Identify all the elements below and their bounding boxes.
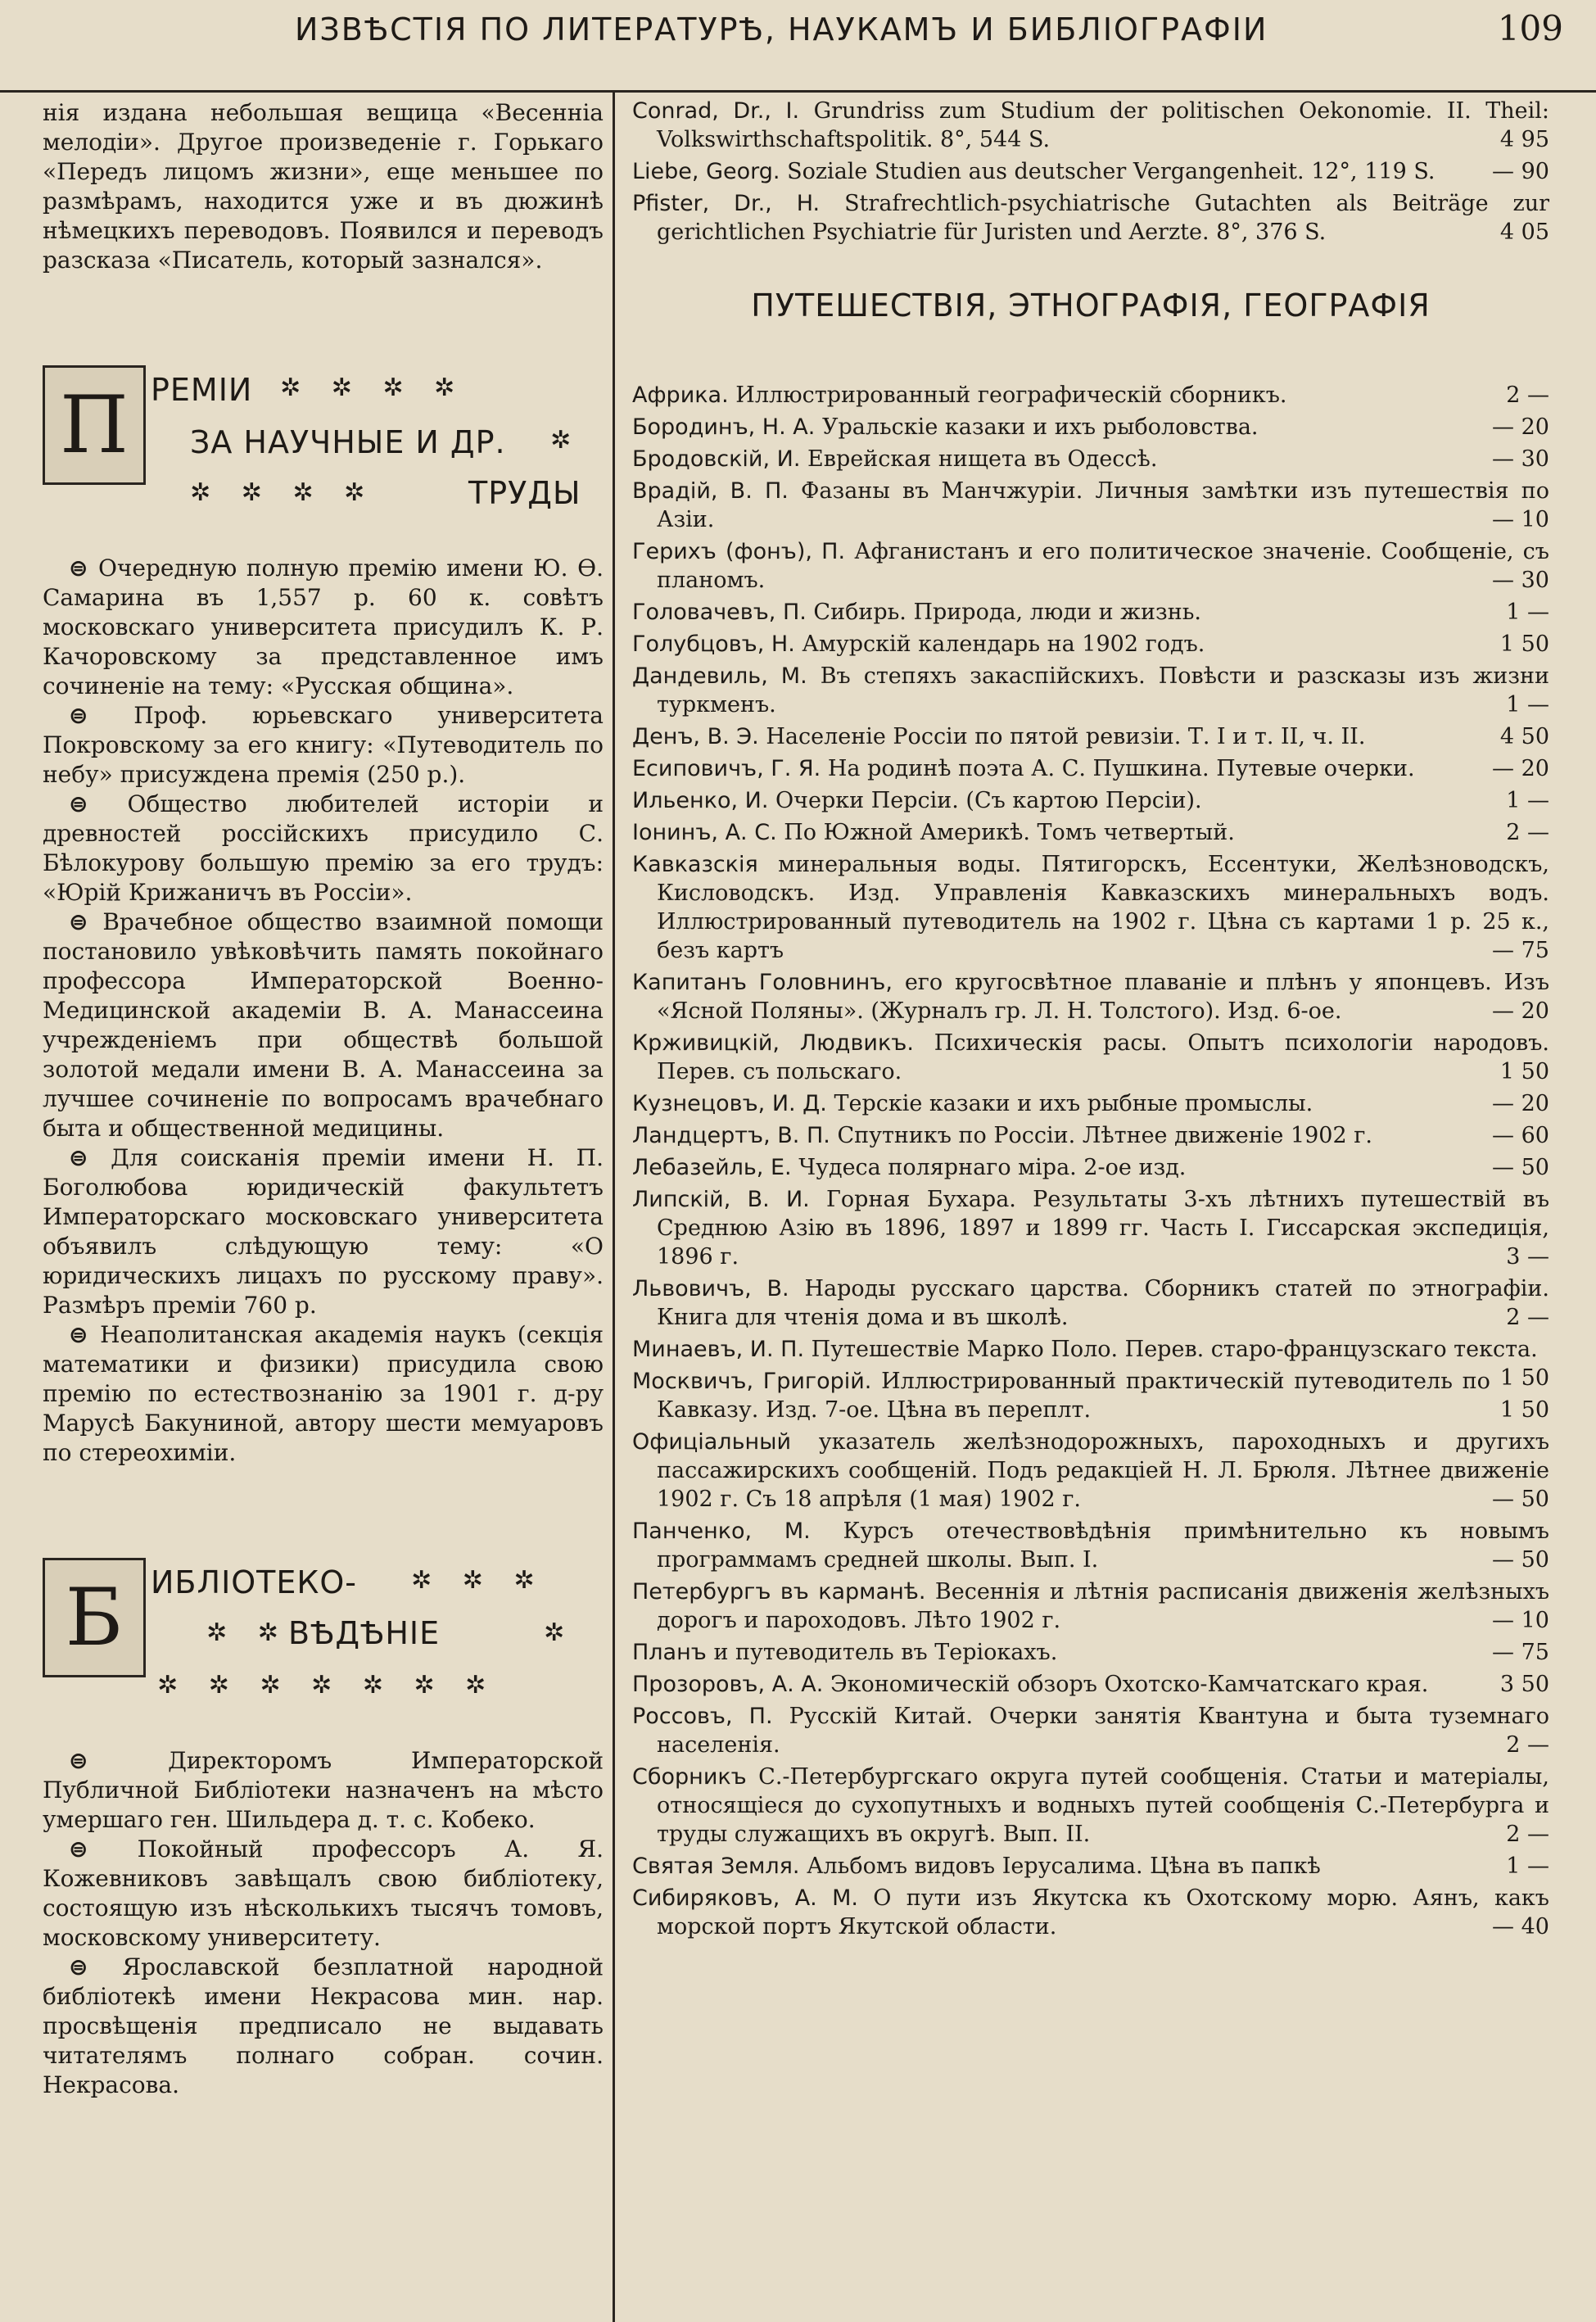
book-entry: Прозоровъ, А. А. Экономическій обзоръ Охотско-Камчатскаго края. 3 50 (632, 1672, 1549, 1697)
price: 4 05 (1499, 220, 1549, 245)
book-entry: Офиціальный указатель желѣзнодорожныхъ, пароходныхъ и другихъ пассажирскихъ сообщеній. Подъ редакціей Н. Л. Брюля. Лѣтнее движеніе 1902 г. Съ 18 апрѣля (1 мая) 1902 г. — 50 (632, 1429, 1549, 1512)
book-entry: Львовичъ, В. Народы русскаго царства. Сборникъ статей по этнографіи. Книга для чтенія дома и въ школѣ. 2 — (632, 1276, 1549, 1330)
price: — 75 (1492, 938, 1549, 963)
column-rule (613, 92, 615, 2322)
news-item: ⊜ Врачебное общество взаимной помощи постановило увѣковѣчить память покойнаго профессора Императорской Военно-Медицинской академіи В. А. Манассеина учрежденіемъ при обществѣ большой золотой медали имени В. А. Манассеина за лучшее сочиненіе по вопросамъ врачебнаго быта и общественной медицины. (43, 908, 604, 1142)
biblio-heading (43, 1558, 604, 1722)
price: 1 50 (1499, 1365, 1549, 1391)
price: 2 — (1506, 382, 1549, 408)
price: — 90 (1492, 159, 1549, 184)
heading-line-1: РЕМІИ (151, 372, 253, 408)
book-entry: Дандевиль, М. Въ степяхъ закаспійскихъ. Повѣсти и разсказы изъ жизни туркменъ. 1 — (632, 663, 1549, 717)
book-entry: Петербургъ въ карманѣ. Весеннія и лѣтнія расписанія движенія желѣзныхъ дорогъ и пароходовъ. Лѣто 1902 г. — 10 (632, 1579, 1549, 1633)
book-entry: Conrad, Dr., I. Grundriss zum Studium der politischen Oekonomie. II. Theil: Volkswirthschaftspolitik. 8°, 544 S. 4 95 (632, 98, 1550, 152)
price: — 10 (1492, 507, 1549, 532)
price: 2 — (1506, 1822, 1549, 1847)
news-item: ⊜ Общество любителей исторіи и древностей россійскихъ присудило С. Бѣлокурову большую премію за его трудъ: «Юрій Крижаничъ въ Россіи». (43, 790, 604, 906)
ornamental-initial-b (43, 1558, 146, 1677)
star-ornaments: ✲ (544, 1618, 576, 1647)
book-entry: Африка. Иллюстрированный географическій сборникъ. 2 — (632, 382, 1549, 408)
book-entry: Россовъ, П. Русскій Китай. Очерки занятія Квантуна и быта туземнаго населенія. 2 — (632, 1704, 1549, 1758)
book-entry: Липскій, В. И. Горная Бухара. Результаты 3-хъ лѣтнихъ путешествій въ Среднюю Азію въ 1896, 1897 и 1899 гг. Часть I. Гиссарская экспедиція, 1896 г. 3 — (632, 1187, 1549, 1270)
heading-line-3: ТРУДЫ (468, 475, 581, 511)
book-entry: Бродовскій, И. Еврейская нищета въ Одессѣ. — 30 (632, 446, 1549, 472)
book-entry: Герихъ (фонъ), П. Афганистанъ и его политическое значеніе. Сообщеніе, съ планомъ. — 30 (632, 539, 1549, 593)
price: — 50 (1492, 1487, 1549, 1512)
book-entry: Liebe, Georg. Soziale Studien aus deutscher Vergangenheit. 12°, 119 S. — 90 (632, 159, 1549, 184)
news-item: ⊜ Для соисканія преміи имени Н. П. Боголюбова юридическій факультетъ Императорскаго московскаго университета объявилъ слѣдующую тему: «О юридическихъ лицахъ по русскому праву». Размѣръ преміи 760 р. (43, 1144, 604, 1319)
price: — 50 (1492, 1155, 1549, 1180)
news-item: ⊜ Очередную полную премію имени Ю. Ѳ. Самарина въ 1,557 р. 60 к. совѣтъ московскаго университета присудилъ К. Р. Качоровскому за представленное имъ сочиненіе на тему: «Русская община». (43, 554, 604, 699)
intro-paragraph: нія издана небольшая вещица «Весенніа мелодіи». Другое произведеніе г. Горькаго «Передъ лицомъ жизни», еще меньшее по размѣрамъ, находится уже и въ дюжинѣ нѣмецкихъ переводовъ. Появился и переводъ разсказа «Писатель, который зазнался». (43, 99, 604, 274)
book-entry: Планъ и путеводитель въ Теріокахъ. — 75 (632, 1640, 1549, 1665)
book-entry: Кузнецовъ, И. Д. Терскіе казаки и ихъ рыбные промыслы. — 20 (632, 1091, 1549, 1116)
star-ornaments: ✲ ✲ ✲ ✲ ✲ ✲ ✲ (157, 1671, 498, 1700)
star-ornaments: ✲ ✲ ✲ ✲ (190, 478, 377, 507)
book-entry: Святая Земля. Альбомъ видовъ Іерусалима. Цѣна въ папкѣ 1 — (632, 1854, 1549, 1879)
price: — 20 (1492, 756, 1549, 781)
book-entry: Лебазейль, Е. Чудеса полярнаго міра. 2-ое изд. — 50 (632, 1155, 1549, 1180)
book-entry: Капитанъ Головнинъ, его кругосвѣтное плаваніе и плѣнъ у японцевъ. Изъ «Ясной Поляны». (Журналъ гр. Л. Н. Толстого). Изд. 6-ое. — 20 (632, 970, 1550, 1024)
book-entry: Кавказскія минеральныя воды. Пятигорскъ, Ессентуки, Желѣзноводскъ, Кисловодскъ. Изд. Управленія Кавказскихъ минеральныхъ водъ. Иллюстрированный путеводитель на 1902 г. Цѣна съ картами 1 р. 25 к., безъ картъ — 75 (632, 852, 1549, 963)
premii-heading (43, 365, 604, 529)
price: 1 — (1506, 1854, 1549, 1879)
price: 2 — (1506, 1732, 1549, 1758)
price: 1 — (1506, 692, 1549, 717)
book-entry: Голубцовъ, Н. Амурскій календарь на 1902 годъ. 1 50 (632, 631, 1549, 657)
ornamental-initial-p (43, 365, 146, 485)
price: 2 — (1506, 1305, 1549, 1330)
price: 4 50 (1499, 724, 1549, 749)
book-entry: Сборникъ С.-Петербургскаго округа путей сообщенія. Статьи и матеріалы, относящіеся до сухопутныхъ и водныхъ путей сообщенія С.-Петербурга и труды служащихъ въ округѣ. Вып. II. 2 — (632, 1764, 1549, 1847)
price: — 50 (1492, 1547, 1549, 1573)
price: 4 95 (1499, 127, 1549, 152)
price: 1 50 (1499, 1059, 1549, 1084)
left-column (43, 98, 604, 2100)
price: 1 — (1506, 600, 1549, 625)
price: 3 — (1506, 1244, 1549, 1270)
price: — 60 (1492, 1123, 1549, 1148)
book-entry: Іонинъ, А. С. По Южной Америкѣ. Томъ четвертый. 2 — (632, 820, 1549, 845)
running-title: ИЗВѢСТІЯ ПО ЛИТЕРАТУРѢ, НАУКАМЪ И БИБЛІОГРАФІИ (295, 11, 1268, 48)
news-item: ⊜ Неаполитанская академія наукъ (секція математики и физики) присудила свою премію по естествознанію за 1901 г. д-ру Марусѣ Бакуниной, автору шести мемуаровъ по стереохиміи. (43, 1321, 604, 1466)
price: — 20 (1492, 414, 1549, 440)
book-entry: Головачевъ, П. Сибирь. Природа, люди и жизнь. 1 — (632, 600, 1549, 625)
book-entry: Ландцертъ, В. П. Спутникъ по Россіи. Лѣтнее движеніе 1902 г. — 60 (632, 1123, 1549, 1148)
running-header (0, 0, 1596, 93)
news-item: ⊜ Директоромъ Императорской Публичной Библіотеки назначенъ на мѣсто умершаго ген. Шильдера д. т. с. Кобеко. (43, 1747, 604, 1833)
book-entry: Денъ, В. Э. Населеніе Россіи по пятой ревизіи. Т. I и т. II, ч. II. 4 50 (632, 724, 1549, 749)
news-item: ⊜ Ярославской безплатной народной библіотекѣ имени Некрасова мин. нар. просвѣщенія предписало не выдавать читателямъ полнаго собран. сочин. Некрасова. (43, 1953, 604, 2098)
news-item: ⊜ Проф. юрьевскаго университета Покровскому за его книгу: «Путеводитель по небу» присуждена премія (250 р.). (43, 702, 604, 788)
price: — 40 (1492, 1914, 1549, 1940)
book-entry: Москвичъ, Григорій. Иллюстрированный практическій путеводитель по Кавказу. Изд. 7-ое. Цѣна въ переплт. 1 50 (632, 1369, 1549, 1423)
price: — 75 (1492, 1640, 1549, 1665)
star-ornaments: ✲ (550, 426, 583, 455)
book-entry: Минаевъ, И. П. Путешествіе Марко Поло. Перев. старо-французскаго текста. 1 50 (632, 1337, 1549, 1391)
biblio-news (43, 1746, 604, 2100)
star-ornaments: ✲ ✲ ✲ (411, 1566, 546, 1595)
heading-line-2: ЗА НАУЧНЫЕ И ДР. (190, 424, 506, 460)
star-ornaments: ✲ ✲ (206, 1618, 290, 1647)
initial-letter: П (60, 379, 129, 471)
german-entries (632, 97, 1549, 247)
book-entry: Панченко, М. Курсъ отечествовѣдѣнія примѣнительно къ новымъ программамъ средней школы. Вып. I. — 50 (632, 1519, 1549, 1573)
price: 2 — (1506, 820, 1549, 845)
initial-letter: Б (65, 1572, 124, 1663)
price: — 20 (1492, 1091, 1549, 1116)
heading-line-2: ВѢДѢНІЕ (288, 1615, 441, 1651)
book-entry: Есиповичъ, Г. Я. На родинѣ поэта А. С. Пушкина. Путевые очерки. — 20 (632, 756, 1549, 781)
book-entry: Крживицкій, Людвикъ. Психическія расы. Опытъ психологіи народовъ. Перев. съ польскаго. 1 50 (632, 1030, 1549, 1084)
price: — 30 (1492, 568, 1549, 593)
book-entry: Сибиряковъ, А. М. О пути изъ Якутска къ Охотскому морю. Аянъ, какъ морской портъ Якутской области. — 40 (632, 1885, 1549, 1940)
right-column (632, 97, 1549, 1944)
section-title: ПУТЕШЕСТВІЯ, ЭТНОГРАФІЯ, ГЕОГРАФІЯ (751, 287, 1431, 324)
book-entry: Бородинъ, Н. А. Уральскіе казаки и ихъ рыболовства. — 20 (632, 414, 1549, 440)
price: 3 50 (1499, 1672, 1549, 1697)
price: — 10 (1492, 1608, 1549, 1633)
news-item: ⊜ Покойный профессоръ А. Я. Кожевниковъ завѣщалъ свою библіотеку, состоящую изъ нѣсколькихъ тысячъ томовъ, московскому университету. (43, 1835, 604, 1951)
page-number: 109 (1497, 8, 1563, 48)
premii-news (43, 554, 604, 1468)
price: 1 50 (1499, 631, 1549, 657)
travel-book-list (632, 381, 1549, 1941)
price: 1 50 (1499, 1397, 1549, 1423)
book-entry: Врадій, В. П. Фазаны въ Манчжуріи. Личныя замѣтки изъ путешествія по Азіи. — 10 (632, 478, 1549, 532)
heading-line-1: ИБЛІОТЕКО- (151, 1564, 358, 1600)
book-entry: Pfister, Dr., H. Strafrechtlich-psychiatrische Gutachten als Beiträge zur gerichtlichen Psychiatrie für Juristen und Aerzte. 8°, 376 S. 4 05 (632, 191, 1550, 245)
star-ornaments: ✲ ✲ ✲ ✲ (280, 373, 467, 402)
price: — 30 (1492, 446, 1549, 472)
book-entry: Ильенко, И. Очерки Персіи. (Съ картою Персіи). 1 — (632, 788, 1549, 813)
price: — 20 (1492, 998, 1549, 1024)
price: 1 — (1506, 788, 1549, 813)
